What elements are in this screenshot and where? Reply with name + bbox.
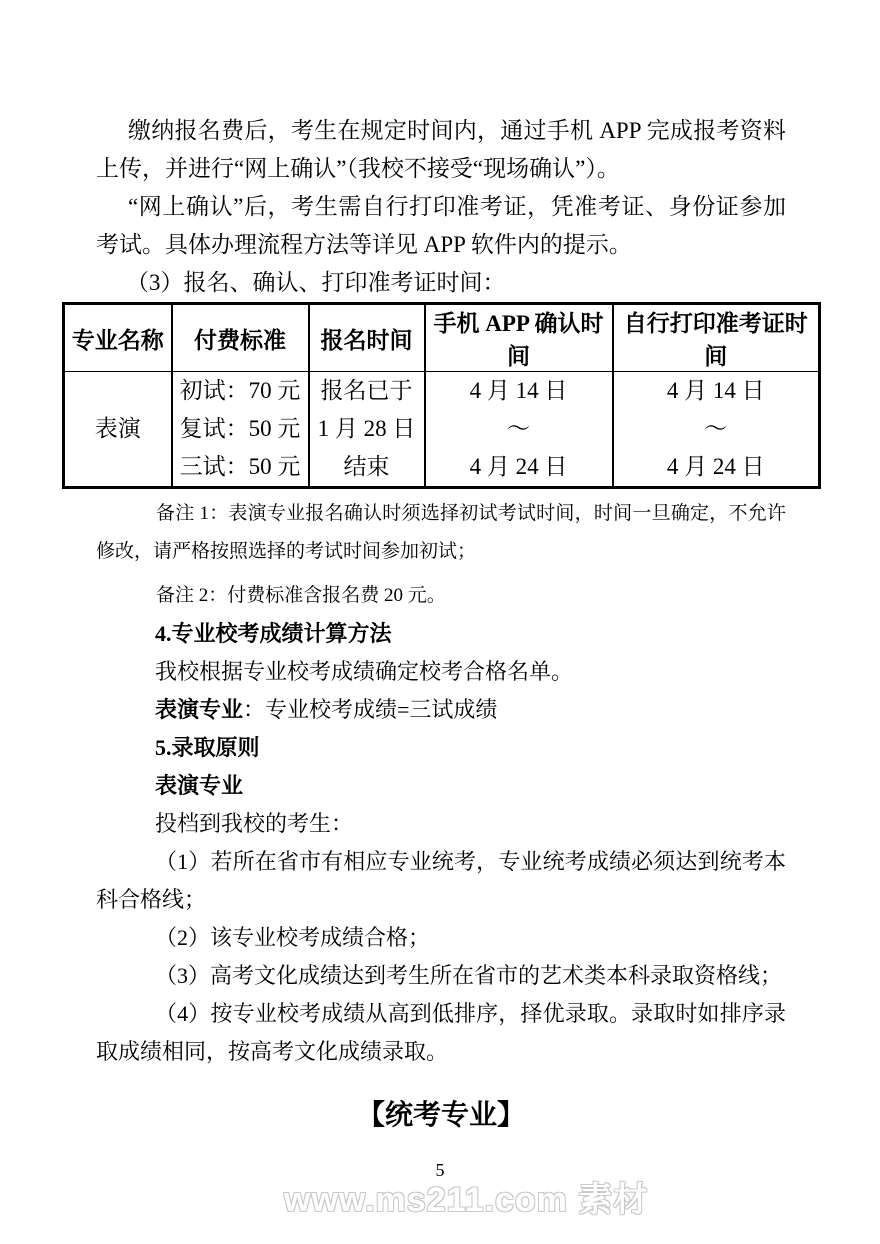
confirm-date: 4 月 24 日: [469, 454, 568, 479]
intro-paragraph-1: 缴纳报名费后，考生在规定时间内，通过手机 APP 完成报考资料上传，并进行“网上确认”（我校不接受“现场确认”）。: [96, 118, 786, 181]
section4-body: 我校根据专业校考成绩确定校考合格名单。: [155, 659, 574, 684]
print-date: 4 月 14 日: [666, 378, 765, 403]
admission-rule-item: （4）按专业校考成绩从高到低排序，择优录取。录取时如排序录取成绩相同，按高考文化成绩录取。: [96, 1001, 786, 1064]
section4-heading: 4.专业校考成绩计算方法: [155, 621, 392, 646]
note-1: 备注 1：表演专业报名确认时须选择初试考试时间，时间一旦确定，不允许修改，请严格按照选择的考试时间参加初试；: [96, 503, 786, 562]
watermark: www.ms211.com 素材: [284, 1181, 649, 1219]
confirm-tilde: ～: [507, 416, 530, 441]
table-caption: （3）报名、确认、打印准考证时间：: [126, 270, 506, 295]
admission-rule-item: （1）若所在省市有相应专业统考，专业统考成绩必须达到统考本科合格线；: [96, 849, 786, 912]
table-row: [64, 372, 820, 488]
formula-rest: ：专业校考成绩=三试成绩: [243, 697, 498, 722]
header-fee: 付费标准: [172, 304, 309, 372]
header-print-ticket-time: 自行打印准考证时间: [613, 304, 820, 372]
registration-time-text: 报名已于 1 月 28 日结束: [317, 378, 416, 479]
header-major: 专业名称: [64, 304, 172, 372]
print-tilde: ～: [704, 416, 728, 441]
section5-subheading: 表演专业: [155, 773, 244, 798]
section5-heading: 5.录取原则: [155, 735, 260, 760]
fee-line: 三试：50 元: [179, 454, 301, 479]
intro-paragraph-2: “网上确认”后，考生需自行打印准考证，凭准考证、身份证参加考试。具体办理流程方法等详见 APP 软件内的提示。: [96, 194, 786, 257]
cell-major: [64, 372, 172, 488]
cell-registration-time: [309, 372, 425, 488]
cell-print-ticket-time: [613, 372, 820, 488]
formula-label: 表演专业: [155, 697, 244, 722]
fee-line: 复试：50 元: [179, 416, 301, 441]
print-date: 4 月 24 日: [666, 454, 765, 479]
table-header-row: [64, 304, 820, 372]
admission-rule-item: （3）高考文化成绩达到考生所在省市的艺术类本科录取资格线；: [155, 963, 783, 988]
unified-exam-heading: 【统考专业】: [356, 1100, 525, 1131]
header-registration-time: 报名时间: [309, 304, 425, 372]
registration-schedule-table: [62, 302, 821, 489]
note-2: 备注 2：付费标准含报名费 20 元。: [156, 585, 446, 606]
admission-rule-item: （2）该专业校考成绩合格；: [155, 925, 431, 950]
section4-formula: [96, 691, 786, 729]
cell-fee: [172, 372, 309, 488]
header-app-confirm-time: 手机 APP 确认时间: [425, 304, 613, 372]
major-name: 表演: [94, 416, 141, 441]
fee-line: 初试：70 元: [179, 378, 301, 403]
section5-intro: 投档到我校的考生：: [155, 811, 354, 836]
confirm-date: 4 月 14 日: [469, 378, 568, 403]
cell-app-confirm-time: [425, 372, 613, 488]
page-number: 5: [435, 1160, 445, 1180]
